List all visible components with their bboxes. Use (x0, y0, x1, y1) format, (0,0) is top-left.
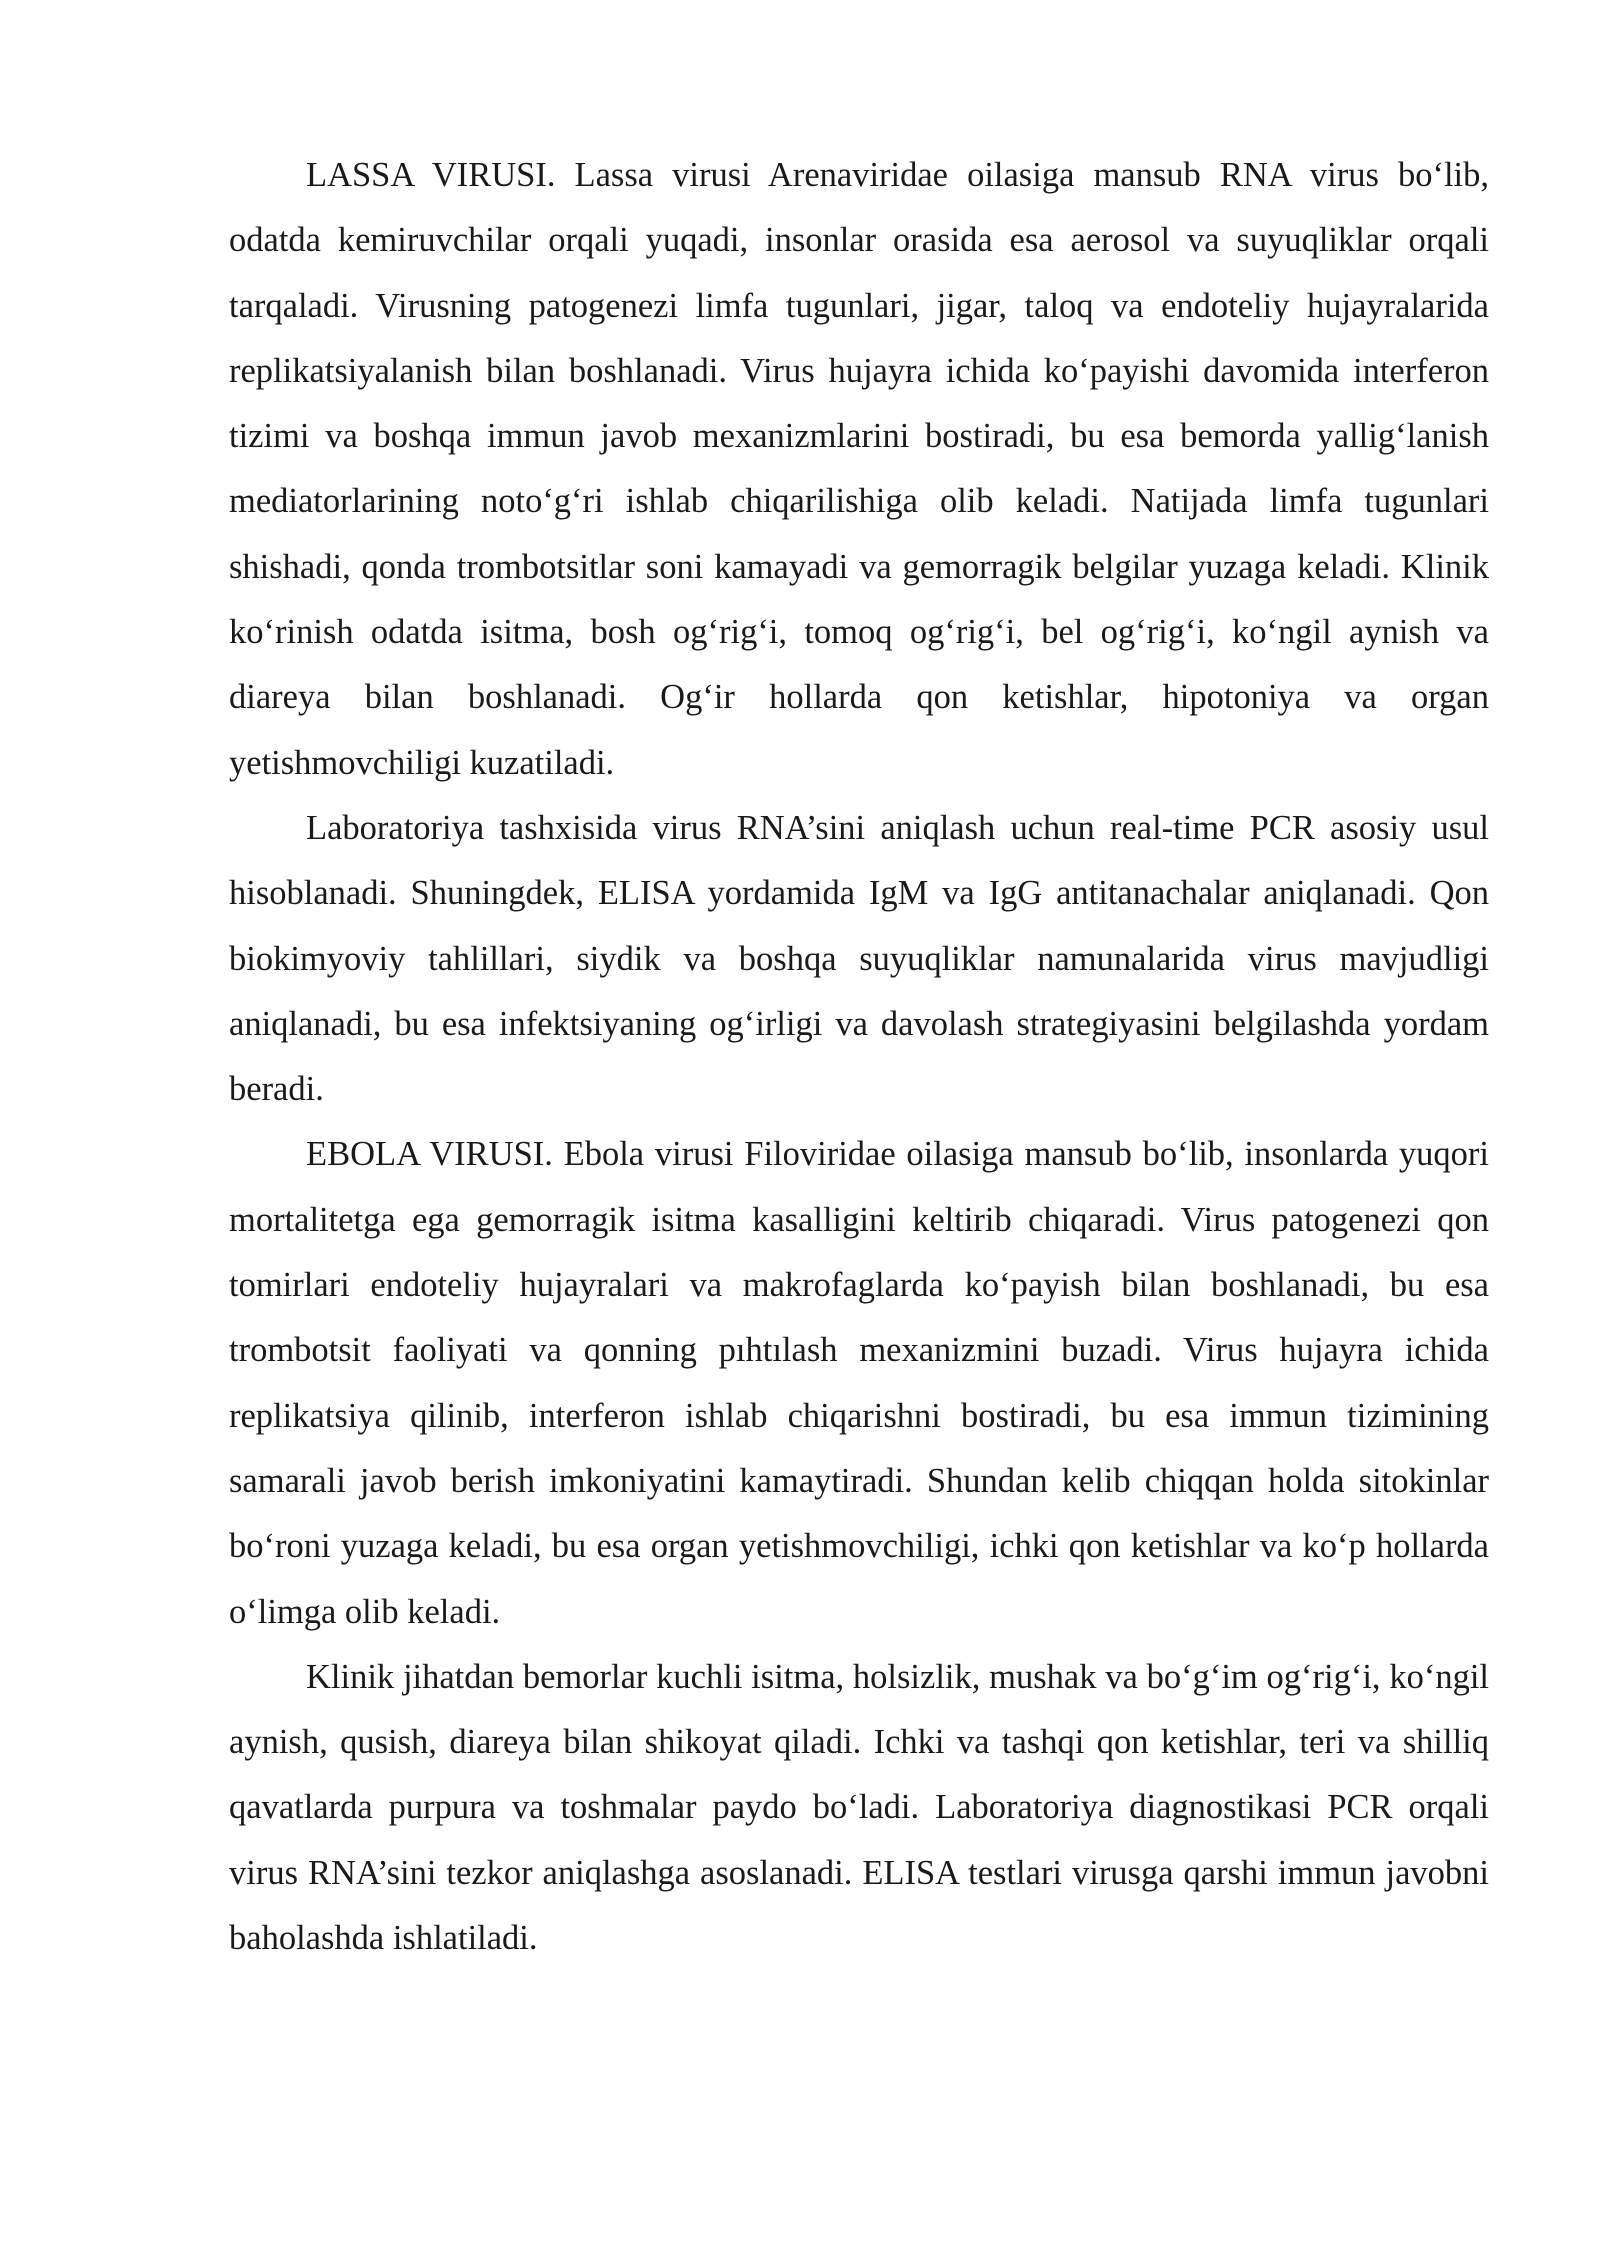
paragraph-ebola-clinical: Klinik jihatdan bemorlar kuchli isitma, holsizlik, mushak va bo‘g‘im og‘rig‘i, ko‘ngil aynish, qusish, diareya bilan shikoyat qiladi. Ichki va tashqi qon ketishlar, teri va shilliq qavatlarda purpura va toshmalar paydo bo‘ladi. Laboratoriya diagnostikasi PCR orqali virus RNA’sini tezkor aniqlashga asoslanadi. ELISA testlari virusga qarshi immun javobni baholashda ishlatiladi. (229, 1657, 1489, 1958)
paragraph-ebola-virus: EBOLA VIRUSI. Ebola virusi Filoviridae oilasiga mansub bo‘lib, insonlarda yuqori mortalitetga ega gemorragik isitma kasalligini keltirib chiqaradi. Virus patogenezi qon tomirlari endoteliy hujayralari va makrofaglarda ko‘payish bilan boshlanadi, bu esa trombotsit faoliyati va qonning pıhtılash mexanizmini buzadi. Virus hujayra ichida replikatsiya qilinib, interferon ishlab chiqarishni bostiradi, bu esa immun tizimining samarali javob berish imkoniyatini kamaytiradi. Shundan kelib chiqqan holda sitokinlar bo‘roni yuzaga keladi, bu esa organ yetishmovchiligi, ichki qon ketishlar va ko‘p hollarda o‘limga olib keladi. (229, 1135, 1489, 1631)
document-body (229, 143, 1489, 1971)
paragraph-lassa-virus: LASSA VIRUSI. Lassa virusi Arenaviridae oilasiga mansub RNA virus bo‘lib, odatda kemiruvchilar orqali yuqadi, insonlar orasida esa aerosol va suyuqliklar orqali tarqaladi. Virusning patogenezi limfa tugunlari, jigar, taloq va endoteliy hujayralarida replikatsiyalanish bilan boshlanadi. Virus hujayra ichida ko‘payishi davomida interferon tizimi va boshqa immun javob mexanizmlarini bostiradi, bu esa bemorda yallig‘lanish mediatorlarining noto‘g‘ri ishlab chiqarilishiga olib keladi. Natijada limfa tugunlari shishadi, qonda trombotsitlar soni kamayadi va gemorragik belgilar yuzaga keladi. Klinik ko‘rinish odatda isitma, bosh og‘rig‘i, tomoq og‘rig‘i, bel og‘rig‘i, ko‘ngil aynish va diareya bilan boshlanadi. Og‘ir hollarda qon ketishlar, hipotoniya va organ yetishmovchiligi kuzatiladi. (229, 156, 1489, 782)
paragraph-lassa-diagnostics: Laboratoriya tashxisida virus RNA’sini aniqlash uchun real-time PCR asosiy usul hisoblanadi. Shuningdek, ELISA yordamida IgM va IgG antitanachalar aniqlanadi. Qon biokimyoviy tahlillari, siydik va boshqa suyuqliklar namunalarida virus mavjudligi aniqlanadi, bu esa infektsiyaning og‘irligi va davolash strategiyasini belgilashda yordam beradi. (229, 808, 1489, 1109)
